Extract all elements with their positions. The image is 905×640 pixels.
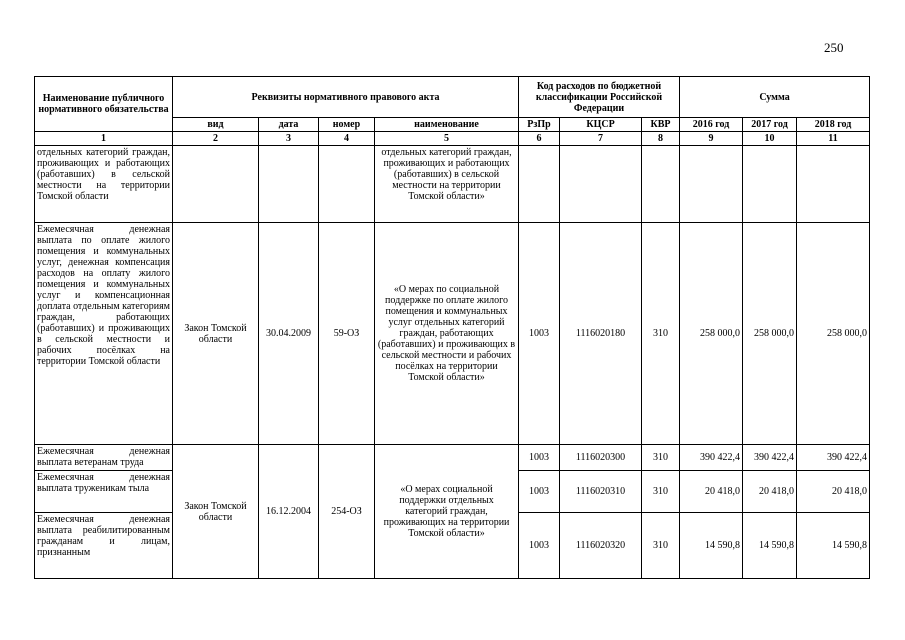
sum-2017: 258 000,0 [743,223,797,445]
header-date: дата [259,118,319,132]
rzpr-code: 1003 [519,471,560,513]
col-num: 5 [375,132,519,146]
act-title: отдельных категорий граждан, проживающих и работающих (работавших) в сельской местности на территории Томской области» [375,146,519,223]
act-date: 30.04.2009 [259,223,319,445]
obligation-name: Ежемесячная денежная выплата реабилитированным гражданам и лицам, признанным [35,513,173,579]
rzpr-code: 1003 [519,513,560,579]
header-sum: Сумма [680,77,870,118]
kvr-code: 310 [642,223,680,445]
sum-2016: 390 422,4 [680,445,743,471]
sum-2018: 14 590,8 [797,513,870,579]
page-number: 250 [824,40,844,55]
header-number: номер [319,118,375,132]
sum-2018: 390 422,4 [797,445,870,471]
budget-table [34,76,870,579]
sum-2017: 390 422,4 [743,445,797,471]
sum-2016: 20 418,0 [680,471,743,513]
col-num: 10 [743,132,797,146]
rzpr-code: 1003 [519,445,560,471]
col-num: 7 [560,132,642,146]
kvr-code: 310 [642,445,680,471]
header-rzpr: РзПр [519,118,560,132]
act-number: 254-ОЗ [319,445,375,579]
sum-2016: 258 000,0 [680,223,743,445]
col-num: 2 [173,132,259,146]
header-name: Наименование публичного нормативного обязательства [35,77,173,132]
table-row [35,146,870,223]
sum-2016: 14 590,8 [680,513,743,579]
obligation-name: отдельных категорий граждан, проживающих и работающих (работавших) в сельской местности на территории Томской области [35,146,173,223]
header-code: Код расходов по бюджетной классификации Российской Федерации [519,77,680,118]
act-type: Закон Томской области [173,445,259,579]
act-date: 16.12.2004 [259,445,319,579]
table-row [35,445,870,471]
col-num: 11 [797,132,870,146]
col-num: 4 [319,132,375,146]
kcsr-code: 1116020320 [560,513,642,579]
sum-2018: 20 418,0 [797,471,870,513]
col-num: 3 [259,132,319,146]
obligation-name: Ежемесячная денежная выплата по оплате жилого помещения и коммунальных услуг, денежная компенсация расходов на оплату жилого помещения и коммунальных услуг и компенсационная доплата отдельным категориям граждан, работающих (работавших) и проживающих в сельской местности и рабочих посёлках на территории Томской области [35,223,173,445]
header-title: наименование [375,118,519,132]
header-kcsr: КЦСР [560,118,642,132]
header-2016: 2016 год [680,118,743,132]
act-number: 59-ОЗ [319,223,375,445]
kcsr-code: 1116020310 [560,471,642,513]
col-num: 6 [519,132,560,146]
obligation-name: Ежемесячная денежная выплата ветеранам труда [35,445,173,471]
rzpr-code: 1003 [519,223,560,445]
header-2017: 2017 год [743,118,797,132]
sum-2017: 20 418,0 [743,471,797,513]
header-kvr: КВР [642,118,680,132]
kvr-code: 310 [642,471,680,513]
kvr-code: 310 [642,513,680,579]
act-title: «О мерах по социальной поддержке по оплате жилого помещения и коммунальных услуг отдельных категорий граждан, работающих (работавших) и проживающих в сельской местности и рабочих посёлках на территории Томской области» [375,223,519,445]
header-2018: 2018 год [797,118,870,132]
col-num: 1 [35,132,173,146]
header-act: Реквизиты нормативного правового акта [173,77,519,118]
col-num: 9 [680,132,743,146]
header-type: вид [173,118,259,132]
obligation-name: Ежемесячная денежная выплата труженикам тыла [35,471,173,513]
kcsr-code: 1116020180 [560,223,642,445]
sum-2018: 258 000,0 [797,223,870,445]
table-row [35,223,870,445]
header-row-1 [35,77,870,118]
act-type: Закон Томской области [173,223,259,445]
sum-2017: 14 590,8 [743,513,797,579]
kcsr-code: 1116020300 [560,445,642,471]
column-number-row [35,132,870,146]
act-title: «О мерах социальной поддержки отдельных категорий граждан, проживающих на территории Томской области» [375,445,519,579]
col-num: 8 [642,132,680,146]
